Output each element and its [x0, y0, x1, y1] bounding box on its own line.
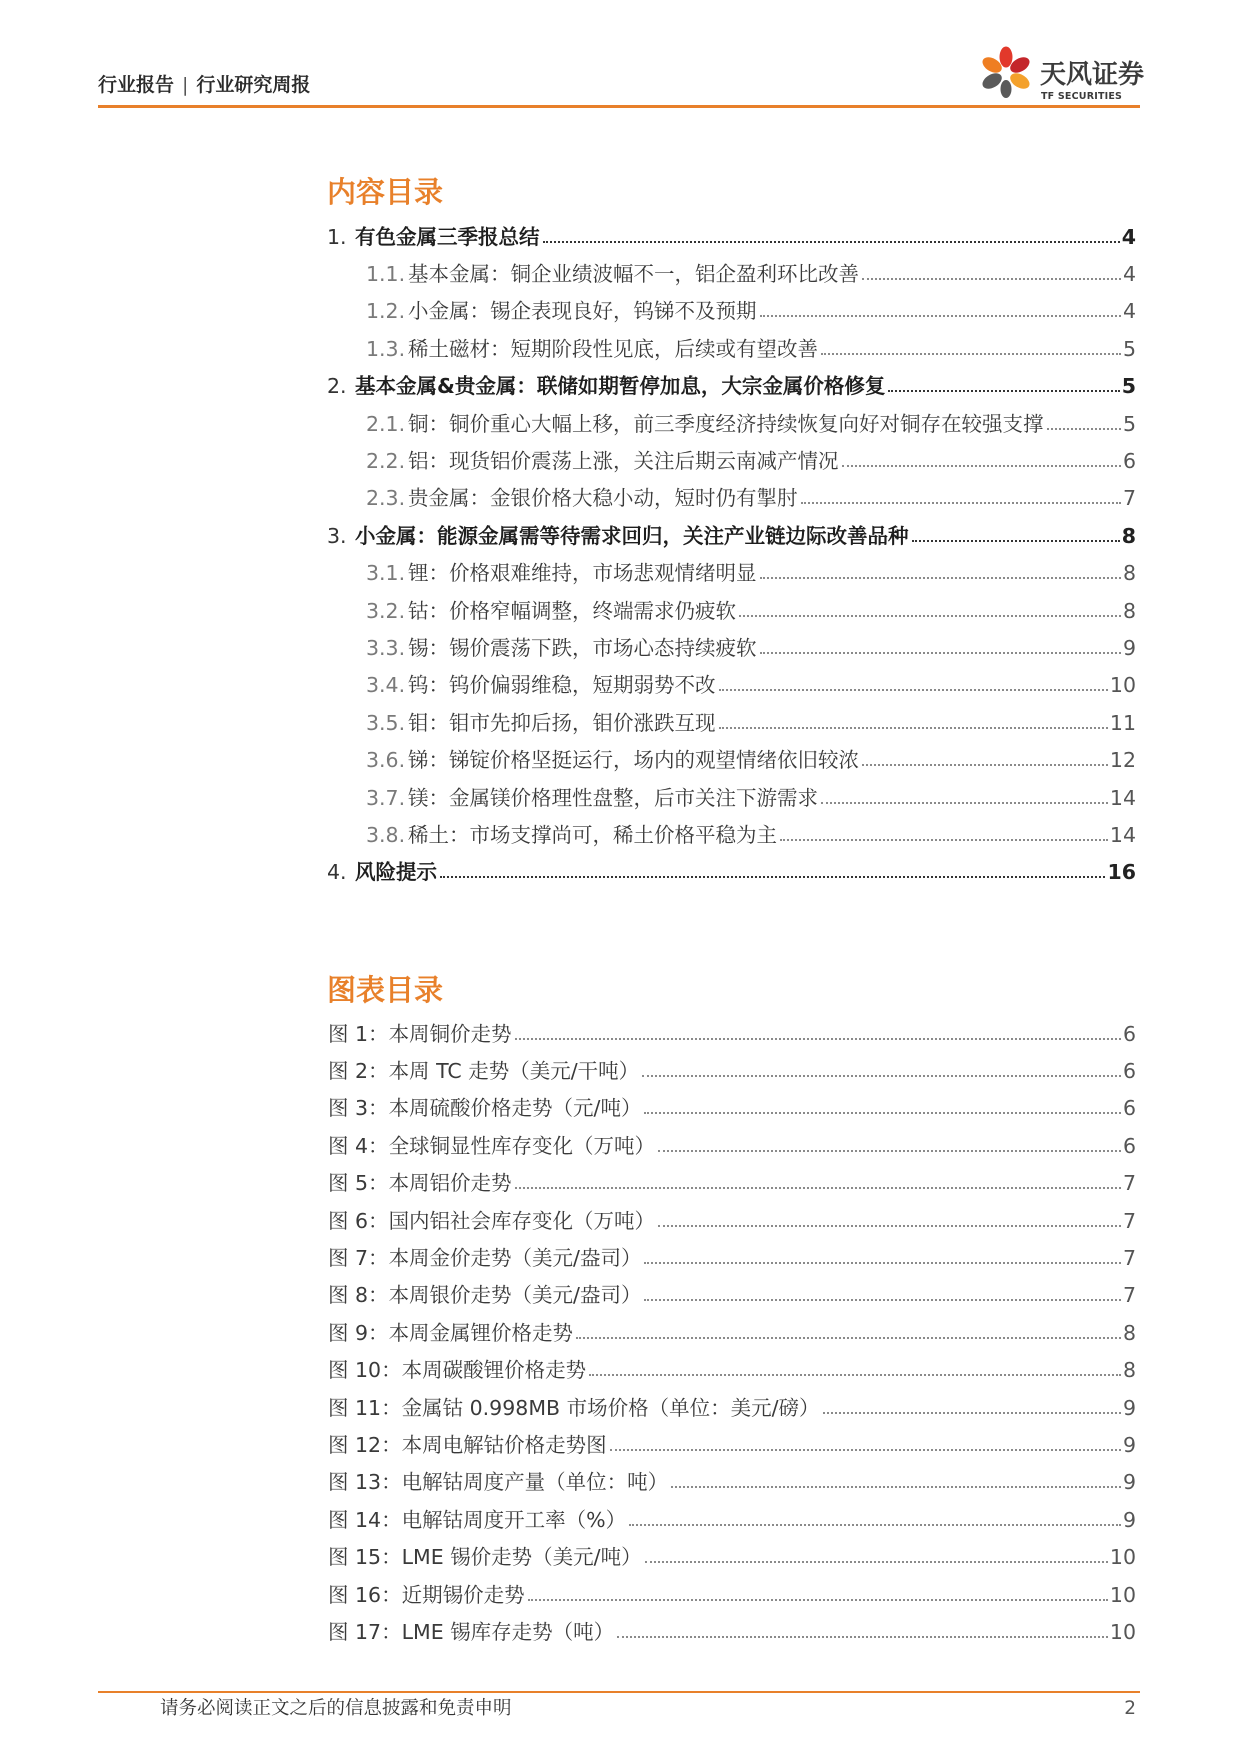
toc-entry-page: 8 [1122, 598, 1136, 623]
logo-name-en: TF SECURITIES [1041, 91, 1123, 102]
figure-dot-leader [642, 1075, 1121, 1077]
figure-entry-label: 图 13： [328, 1470, 402, 1495]
toc-entry-title: 锡：锡价震荡下跌，市场心态持续疲软 [408, 635, 757, 660]
figure-entry-title: 本周金价走势（美元/盎司） [388, 1246, 642, 1271]
toc-dot-leader [719, 727, 1108, 729]
toc-entry-page: 5 [1121, 374, 1136, 399]
toc-dot-leader [739, 615, 1121, 617]
logo-petal [1000, 47, 1013, 68]
figure-entry[interactable] [328, 1090, 1136, 1127]
toc-entry[interactable] [327, 816, 1136, 853]
toc-entry[interactable] [327, 405, 1136, 442]
figure-entry-page: 6 [1122, 1059, 1136, 1084]
toc-entry-page: 5 [1122, 411, 1136, 436]
figure-entry[interactable] [328, 1127, 1136, 1164]
toc-entry[interactable] [327, 704, 1136, 741]
toc-dot-leader [821, 802, 1108, 804]
footer-divider [98, 1691, 1140, 1693]
figure-entry-label: 图 15： [328, 1545, 402, 1570]
toc-list [327, 218, 1136, 891]
figure-entry-page: 10 [1109, 1545, 1136, 1570]
toc-entry[interactable] [327, 667, 1136, 704]
toc-entry-page: 14 [1109, 785, 1136, 810]
figure-entry-label: 图 3： [328, 1096, 389, 1121]
toc-dot-leader [760, 315, 1121, 317]
figure-entry[interactable] [328, 1389, 1136, 1426]
toc-entry-title: 钴：价格窄幅调整，终端需求仍疲软 [408, 598, 736, 623]
figure-entry-page: 6 [1122, 1133, 1136, 1158]
toc-entry-number: 4. [327, 860, 347, 885]
toc-entry-title: 镁：金属镁价格理性盘整，后市关注下游需求 [408, 785, 818, 810]
toc-dot-leader [1047, 428, 1121, 430]
toc-entry-page: 9 [1122, 635, 1136, 660]
toc-entry-number: 1.1. [366, 262, 406, 287]
toc-entry-page: 4 [1122, 299, 1136, 324]
figure-entry-page: 9 [1122, 1507, 1136, 1532]
toc-entry-number: 2.2. [366, 449, 406, 474]
toc-dot-leader [780, 839, 1108, 841]
figure-dot-leader [528, 1599, 1108, 1601]
figure-entry-label: 图 7： [328, 1246, 389, 1271]
toc-entry-title: 有色金属三季报总结 [355, 224, 540, 249]
toc-entry-page: 4 [1122, 262, 1136, 287]
logo-name-cn: 天风证券 [1040, 60, 1145, 90]
figure-entry[interactable] [328, 1501, 1136, 1538]
tf-securities-logo-icon [975, 42, 1037, 104]
figure-entry-title: 本周银价走势（美元/盎司） [388, 1283, 642, 1308]
figure-entry[interactable] [328, 1277, 1136, 1314]
toc-dot-leader [760, 652, 1121, 654]
toc-entry-page: 6 [1122, 449, 1136, 474]
figure-entry-page: 9 [1122, 1395, 1136, 1420]
figure-entry-page: 7 [1122, 1171, 1136, 1196]
toc-dot-leader [760, 577, 1121, 579]
figure-dot-leader [589, 1374, 1121, 1376]
figure-entry[interactable] [328, 1352, 1136, 1389]
toc-heading: 内容目录 [327, 175, 444, 209]
toc-entry[interactable] [327, 368, 1136, 405]
figure-dot-leader [823, 1412, 1121, 1414]
toc-entry-number: 3.5. [366, 710, 406, 735]
figure-dot-leader [644, 1112, 1120, 1114]
toc-dot-leader [719, 689, 1108, 691]
figure-entry-title: 近期锡价走势 [401, 1582, 525, 1607]
toc-entry-title: 钨：钨价偏弱维稳，短期弱势不改 [408, 673, 716, 698]
figure-dot-leader [644, 1299, 1120, 1301]
figure-entry-label: 图 10： [328, 1358, 402, 1383]
figure-entry-page: 7 [1122, 1208, 1136, 1233]
toc-dot-leader [862, 278, 1121, 280]
toc-entry-page: 5 [1122, 336, 1136, 361]
toc-entry[interactable] [327, 218, 1136, 255]
toc-entry-title: 锂：价格艰难维持，市场悲观情绪明显 [408, 561, 757, 586]
figure-entry-title: LME 锡价走势（美元/吨） [401, 1545, 642, 1570]
toc-entry-page: 7 [1122, 486, 1136, 511]
toc-entry-number: 2. [327, 374, 347, 399]
toc-entry[interactable] [327, 629, 1136, 666]
toc-entry-title: 稀土磁材：短期阶段性见底，后续或有望改善 [408, 336, 818, 361]
toc-entry-page: 12 [1109, 748, 1136, 773]
figure-dot-leader [617, 1636, 1108, 1638]
figure-entry-page: 8 [1122, 1320, 1136, 1345]
toc-entry[interactable] [327, 293, 1136, 330]
figure-entry[interactable] [328, 1202, 1136, 1239]
figure-entry[interactable] [328, 1576, 1136, 1613]
figure-entry-title: 全球铜显性库存变化（万吨） [388, 1133, 656, 1158]
toc-dot-leader [862, 764, 1108, 766]
toc-entry-title: 铜：铜价重心大幅上移，前三季度经济持续恢复向好对铜存在较强支撑 [408, 411, 1044, 436]
figure-entry-title: 本周电解钴价格走势图 [401, 1432, 607, 1457]
figure-dot-leader [629, 1524, 1121, 1526]
toc-dot-leader [543, 241, 1120, 243]
toc-dot-leader [801, 502, 1121, 504]
figure-entry[interactable] [328, 1314, 1136, 1351]
figure-entry[interactable] [328, 1052, 1136, 1089]
figure-list-heading: 图表目录 [327, 973, 444, 1007]
figure-entry-label: 图 12： [328, 1432, 402, 1457]
toc-entry-title: 小金属：锡企表现良好，钨锑不及预期 [408, 299, 757, 324]
toc-entry[interactable] [327, 854, 1136, 891]
toc-entry-number: 1.2. [366, 299, 406, 324]
toc-entry-number: 3.7. [366, 785, 406, 810]
figure-entry-label: 图 4： [328, 1133, 389, 1158]
toc-entry-title: 基本金属&贵金属：联储如期暂停加息，大宗金属价格修复 [355, 374, 886, 399]
toc-entry-title: 稀土：市场支撑尚可，稀土价格平稳为主 [408, 822, 777, 847]
figure-entry-title: 电解钴周度开工率（%） [401, 1507, 627, 1532]
toc-dot-leader [821, 353, 1121, 355]
figure-entry-title: 本周硫酸价格走势（元/吨） [388, 1096, 642, 1121]
toc-dot-leader [842, 465, 1121, 467]
figure-entry-title: 电解钴周度产量（单位：吨） [401, 1470, 669, 1495]
toc-entry[interactable] [327, 592, 1136, 629]
toc-entry[interactable] [327, 330, 1136, 367]
toc-entry[interactable] [327, 517, 1136, 554]
report-series: 行业研究周报 [196, 74, 311, 96]
figure-entry[interactable] [328, 1239, 1136, 1276]
toc-entry-title: 风险提示 [355, 860, 437, 885]
figure-entry[interactable] [328, 1464, 1136, 1501]
figure-entry-page: 7 [1122, 1283, 1136, 1308]
figure-entry-page: 10 [1109, 1619, 1136, 1644]
figure-entry-page: 6 [1122, 1096, 1136, 1121]
figure-entry-title: 国内铝社会库存变化（万吨） [388, 1208, 656, 1233]
figure-dot-leader [515, 1187, 1121, 1189]
figure-entry-title: 金属钴 0.998MB 市场价格（单位：美元/磅） [401, 1395, 820, 1420]
figure-entry[interactable] [328, 1538, 1136, 1575]
toc-entry[interactable] [327, 741, 1136, 778]
header-separator: | [182, 74, 189, 96]
toc-entry[interactable] [327, 480, 1136, 517]
figure-entry-title: LME 锡库存走势（吨） [401, 1619, 615, 1644]
report-header [98, 73, 310, 97]
toc-entry-title: 贵金属：金银价格大稳小动，短时仍有掣肘 [408, 486, 798, 511]
page-number: 2 [1124, 1698, 1136, 1719]
report-type: 行业报告 [98, 74, 175, 96]
figure-entry-title: 本周铝价走势 [388, 1171, 512, 1196]
figure-entry-title: 本周碳酸锂价格走势 [401, 1358, 587, 1383]
figure-entry-label: 图 2： [328, 1059, 389, 1084]
toc-entry-number: 3.8. [366, 822, 406, 847]
toc-entry-page: 14 [1109, 822, 1136, 847]
figure-dot-leader [644, 1262, 1120, 1264]
figure-entry[interactable] [328, 1165, 1136, 1202]
toc-entry-number: 2.3. [366, 486, 406, 511]
toc-dot-leader [440, 876, 1105, 878]
toc-entry-page: 8 [1121, 523, 1136, 548]
figure-entry-label: 图 16： [328, 1582, 402, 1607]
toc-dot-leader [888, 390, 1119, 392]
figure-entry-label: 图 5： [328, 1171, 389, 1196]
figure-entry-label: 图 1： [328, 1021, 389, 1046]
logo-petal [1001, 80, 1012, 98]
toc-entry[interactable] [327, 555, 1136, 592]
toc-entry-number: 3.4. [366, 673, 406, 698]
figure-dot-leader [658, 1225, 1121, 1227]
figure-entry-page: 7 [1122, 1246, 1136, 1271]
toc-entry-page: 8 [1122, 561, 1136, 586]
figure-entry[interactable] [328, 1613, 1136, 1650]
toc-entry-page: 16 [1107, 860, 1136, 885]
figure-entry-page: 10 [1109, 1582, 1136, 1607]
figure-entry-page: 8 [1122, 1358, 1136, 1383]
toc-entry-number: 2.1. [366, 411, 406, 436]
figure-entry[interactable] [328, 1426, 1136, 1463]
figure-entry-page: 9 [1122, 1470, 1136, 1495]
figure-entry-title: 本周金属锂价格走势 [388, 1320, 574, 1345]
figure-dot-leader [671, 1486, 1121, 1488]
toc-entry-title: 基本金属：铜企业绩波幅不一，铝企盈利环比改善 [408, 262, 859, 287]
figure-entry-page: 6 [1122, 1021, 1136, 1046]
figure-entry[interactable] [328, 1015, 1136, 1052]
figure-entry-label: 图 14： [328, 1507, 402, 1532]
toc-entry-number: 3.2. [366, 598, 406, 623]
figure-dot-leader [576, 1337, 1121, 1339]
toc-entry-number: 1.3. [366, 336, 406, 361]
toc-entry-page: 11 [1109, 710, 1136, 735]
toc-entry-title: 小金属：能源金属需等待需求回归，关注产业链边际改善品种 [355, 523, 909, 548]
toc-dot-leader [912, 540, 1120, 542]
figure-entry-label: 图 6： [328, 1208, 389, 1233]
toc-entry-page: 10 [1109, 673, 1136, 698]
figure-entry-title: 本周 TC 走势（美元/干吨） [388, 1059, 640, 1084]
toc-entry-number: 3.1. [366, 561, 406, 586]
toc-entry-number: 3.6. [366, 748, 406, 773]
toc-entry-page: 4 [1121, 224, 1136, 249]
toc-entry[interactable] [327, 779, 1136, 816]
toc-entry-title: 锑：锑锭价格坚挺运行，场内的观望情绪依旧较浓 [408, 748, 859, 773]
figure-dot-leader [515, 1038, 1121, 1040]
toc-entry-number: 3.3. [366, 635, 406, 660]
figure-entry-label: 图 9： [328, 1320, 389, 1345]
figure-entry-page: 9 [1122, 1432, 1136, 1457]
figure-list [328, 1015, 1136, 1651]
toc-entry-title: 铝：现货铝价震荡上涨，关注后期云南减产情况 [408, 449, 839, 474]
figure-dot-leader [645, 1561, 1108, 1563]
toc-entry-title: 钼：钼市先抑后扬，钼价涨跌互现 [408, 710, 716, 735]
header-divider [98, 105, 1140, 108]
figure-entry-label: 图 8： [328, 1283, 389, 1308]
figure-entry-label: 图 17： [328, 1619, 402, 1644]
figure-dot-leader [610, 1449, 1121, 1451]
figure-entry-label: 图 11： [328, 1395, 402, 1420]
toc-entry[interactable] [327, 255, 1136, 292]
figure-dot-leader [658, 1150, 1121, 1152]
figure-entry-title: 本周铜价走势 [388, 1021, 512, 1046]
toc-entry[interactable] [327, 442, 1136, 479]
toc-entry-number: 1. [327, 224, 347, 249]
footer-disclaimer: 请务必阅读正文之后的信息披露和免责申明 [160, 1698, 512, 1719]
toc-entry-number: 3. [327, 523, 347, 548]
